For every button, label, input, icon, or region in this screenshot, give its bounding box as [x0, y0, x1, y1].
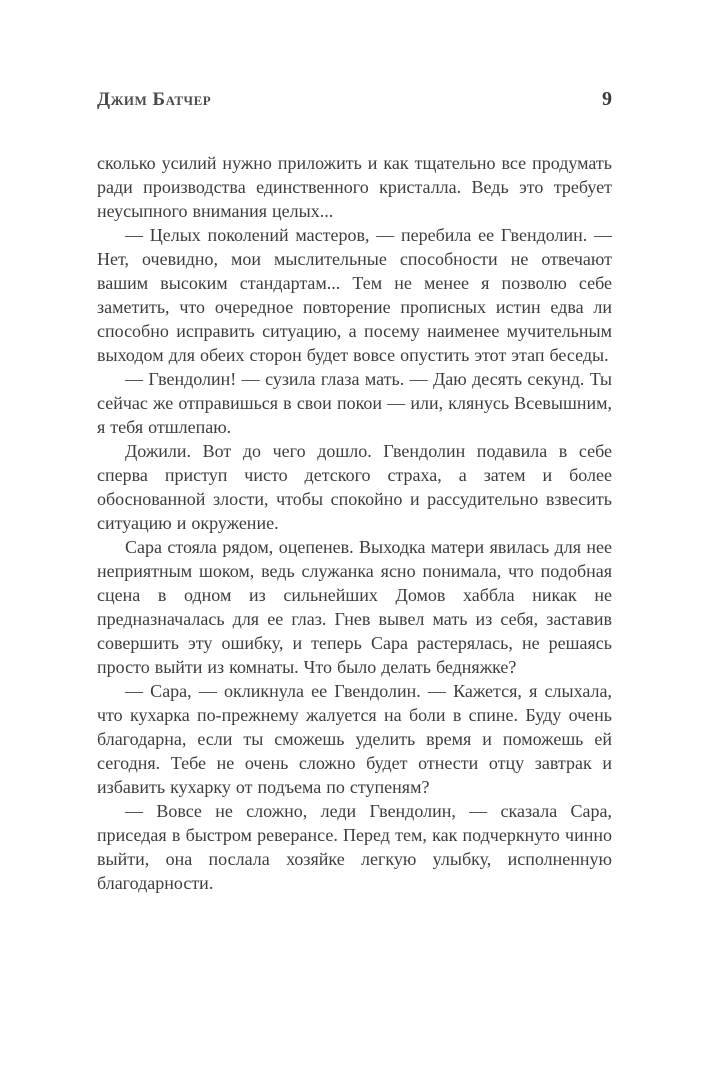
paragraph: — Сара, — окликнула ее Гвендолин. — Кажется, я слыхала, что кухарка по-прежнему жалуется на боли в спине. Буду очень благодарна, если ты сможешь уделить время и поможешь ей сегодня. Тебе не очень сложно будет отнести отцу завтрак и избавить кухарку от подъема по ступеням? — [97, 681, 612, 797]
paragraph: Сара стояла рядом, оцепенев. Выходка матери явилась для нее неприятным шоком, ведь служанка ясно понимала, что подобная сцена в одном из сильнейших Домов хаббла никак не предназначалась для ее глаз. Гнев вывел мать из себя, заставив совершить эту ошибку, и теперь Сара растерялась, не решаясь просто выйти из комнаты. Что было делать бедняжке? — [97, 537, 612, 677]
page-header — [97, 88, 612, 111]
paragraph: — Гвендолин! — сузила глаза мать. — Даю десять секунд. Ты сейчас же отправишься в свои покои — или, клянусь Всевышним, я тебя отшлепаю. — [97, 369, 612, 437]
paragraph: — Вовсе не сложно, леди Гвендолин, — сказала Сара, приседая в быстром реверансе. Перед тем, как подчеркнуто чинно выйти, она послала хозяйке легкую улыбку, исполненную благодарности. — [97, 801, 612, 893]
paragraph: Дожили. Вот до чего дошло. Гвендолин подавила в себе сперва приступ чисто детского страха, а затем и более обоснованной злости, чтобы спокойно и рассудительно взвесить ситуацию и окружение. — [97, 441, 612, 533]
page-body — [97, 151, 612, 895]
running-head-author: Джим Батчер — [97, 89, 212, 110]
paragraph: — Целых поколений мастеров, — перебила ее Гвендолин. — Нет, очевидно, мои мыслительные способности не отвечают вашим высоким стандартам... Тем не менее я позволю себе заметить, что очередное повторение прописных истин едва ли способно исправить ситуацию, а посему наименее мучительным выходом для обеих сторон будет вовсе опустить этот этап беседы. — [97, 225, 612, 365]
page-number: 9 — [602, 88, 612, 110]
paragraph: сколько усилий нужно приложить и как тщательно все продумать ради производства единственного кристалла. Ведь это требует неусыпного внимания целых... — [97, 153, 612, 221]
